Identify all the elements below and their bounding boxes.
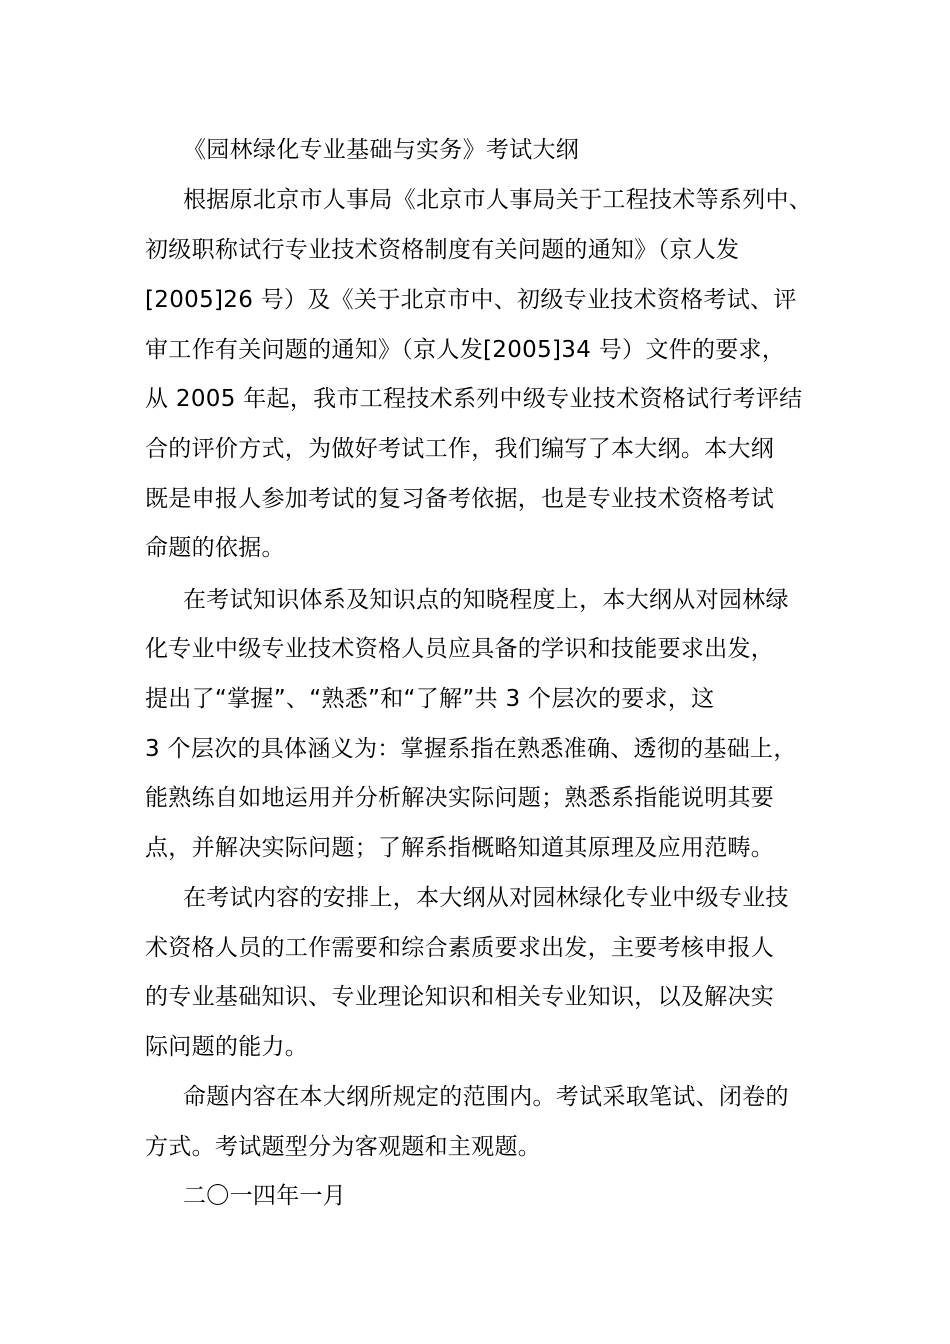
paragraph-line: 方式。考试题型分为客观题和主观题。	[145, 1134, 542, 1160]
paragraph-line: 的专业基础知识、专业理论知识和相关专业知识，以及解决实	[145, 984, 775, 1010]
paragraph-line: 根据原北京市人事局《北京市人事局关于工程技术等系列中、	[183, 187, 813, 213]
document-title: 《园林绿化专业基础与实务》考试大纲	[183, 137, 580, 163]
paragraph-line: [2005]26 号）及《关于北京市中、初级专业技术资格考试、评	[145, 287, 797, 313]
paragraph-line: 在考试知识体系及知识点的知晓程度上，本大纲从对园林绿	[183, 587, 789, 613]
paragraph-line: 术资格人员的工作需要和综合素质要求出发，主要考核申报人	[145, 935, 775, 961]
paragraph-line: 审工作有关问题的通知》（京人发[2005]34 号）文件的要求，	[145, 337, 786, 363]
paragraph-line: 在考试内容的安排上，本大纲从对园林绿化专业中级专业技	[183, 885, 789, 911]
paragraph-line: 合的评价方式，为做好考试工作，我们编写了本大纲。本大纲	[145, 436, 775, 462]
paragraph-line: 点，并解决实际问题；了解系指概略知道其原理及应用范畴。	[145, 835, 775, 861]
paragraph-line: 提出了“掌握”、“熟悉”和“了解”共 3 个层次的要求，这	[145, 686, 715, 712]
paragraph-line: 能熟练自如地运用并分析解决实际问题；熟悉系指能说明其要	[145, 785, 775, 811]
paragraph-line: 际问题的能力。	[145, 1034, 309, 1060]
document-date: 二〇一四年一月	[183, 1183, 347, 1209]
paragraph-line: 既是申报人参加考试的复习备考依据，也是专业技术资格考试	[145, 486, 775, 512]
paragraph-line: 命题的依据。	[145, 535, 285, 561]
paragraph-line: 初级职称试行专业技术资格制度有关问题的通知》（京人发	[145, 237, 740, 263]
paragraph-line: 从 2005 年起，我市工程技术系列中级专业技术资格试行考评结	[145, 386, 803, 412]
paragraph-line: 3 个层次的具体涵义为：掌握系指在熟悉准确、透彻的基础上，	[145, 736, 797, 762]
paragraph-line: 化专业中级专业技术资格人员应具备的学识和技能要求出发，	[145, 636, 775, 662]
paragraph-line: 命题内容在本大纲所规定的范围内。考试采取笔试、闭卷的	[183, 1084, 789, 1110]
